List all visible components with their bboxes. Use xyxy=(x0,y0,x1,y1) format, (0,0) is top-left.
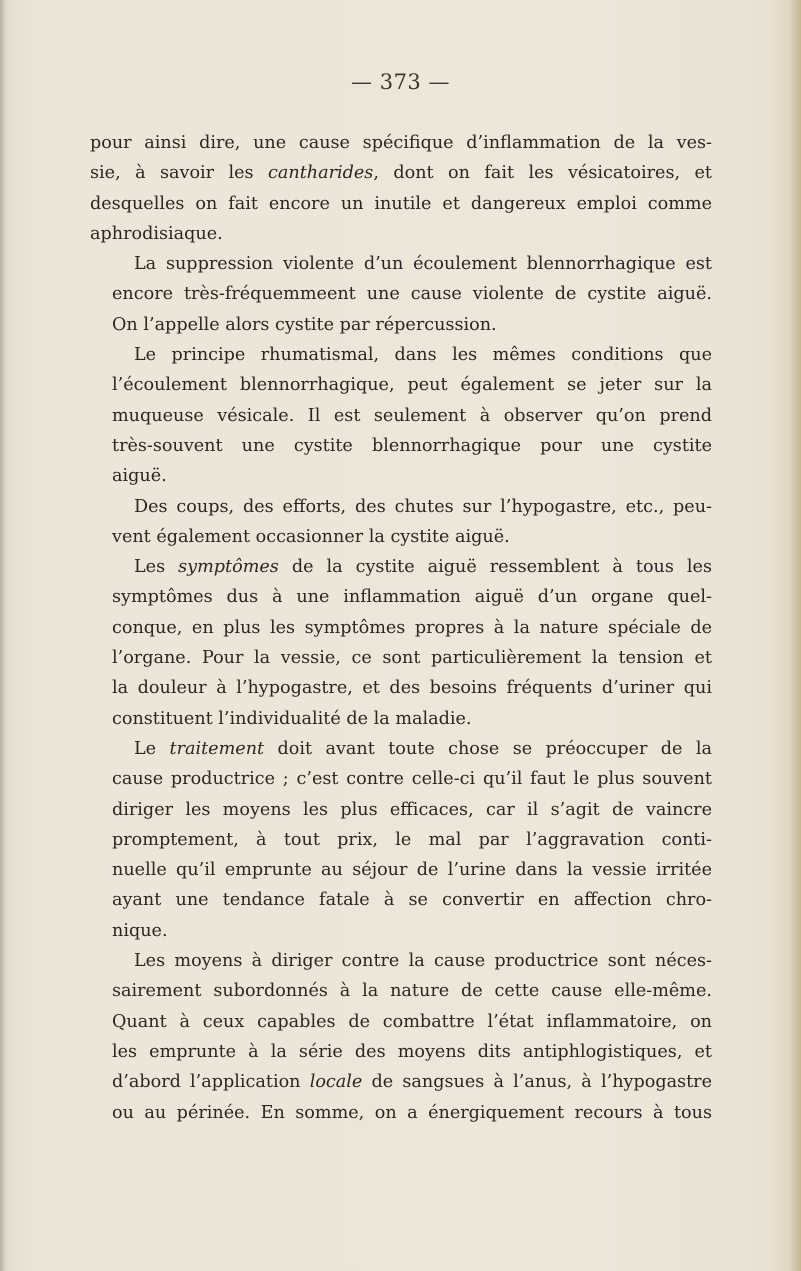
text-run: Le principe rhumatismal, dans les mêmes conditions que xyxy=(134,345,712,366)
text-run: diriger les moyens les plus efficaces, car il s’agit de vaincre xyxy=(112,799,712,820)
text-line xyxy=(90,1037,712,1067)
text-run: l’écoulement blennorrhagique, peut également se jeter sur la xyxy=(112,375,712,396)
text-line xyxy=(90,401,712,431)
text-run: La suppression violente d’un écoulement blennorrhagique est xyxy=(134,254,712,275)
text-run: , dont on fait les vésicatoires, et xyxy=(373,163,712,184)
text-run: de la cystite aiguë ressemblent à tous les xyxy=(278,557,712,578)
text-run: aphrodisiaque. xyxy=(90,223,223,244)
text-line xyxy=(90,613,712,643)
text-run: vent également occasionner la cystite aiguë. xyxy=(112,526,510,547)
text-run: promptement, à tout prix, le mal par l’aggravation conti- xyxy=(112,829,712,850)
text-line xyxy=(90,825,712,855)
text-run: pour ainsi dire, une cause spécifique d’inflammation de la ves- xyxy=(90,133,712,153)
text-line xyxy=(90,492,712,522)
text-run: Les moyens à diriger contre la cause productrice sont néces- xyxy=(134,951,712,972)
text-line xyxy=(90,431,712,461)
paragraph xyxy=(90,492,712,553)
text-line xyxy=(90,885,712,915)
emphasized-term: traitement xyxy=(169,738,265,759)
text-line xyxy=(90,219,712,249)
emphasized-term: locale xyxy=(309,1072,363,1093)
text-line xyxy=(90,855,712,885)
body-text xyxy=(90,128,712,1128)
text-run: constituent l’individualité de la maladie. xyxy=(112,708,472,729)
text-line xyxy=(90,673,712,703)
text-run: la douleur à l’hypogastre, et des besoins fréquents d’uriner qui xyxy=(112,678,712,699)
text-run: doit avant toute chose se préoccuper de la xyxy=(264,738,712,759)
text-run: cause productrice ; c’est contre celle-ci qu’il faut le plus souvent xyxy=(112,769,712,790)
text-line xyxy=(90,976,712,1006)
text-run: Le xyxy=(134,738,170,759)
text-line xyxy=(90,370,712,400)
emphasized-term: symptômes xyxy=(178,557,279,578)
text-run: conque, en plus les symptômes propres à la nature spéciale de xyxy=(112,617,712,638)
text-run: aiguë. xyxy=(112,466,167,487)
text-line xyxy=(90,128,712,158)
text-line xyxy=(90,1098,712,1128)
text-run: de sangsues à l’anus, à l’hypogastre xyxy=(362,1072,712,1093)
text-line xyxy=(90,643,712,673)
text-run: desquelles on fait encore un inutile et dangereux emploi comme xyxy=(90,193,712,214)
text-line xyxy=(90,279,712,309)
text-run: Quant à ceux capables de combattre l’état inflammatoire, on xyxy=(112,1011,712,1032)
emphasized-term: cantharides xyxy=(268,163,374,184)
text-run: d’abord l’application xyxy=(112,1072,310,1093)
text-line xyxy=(90,158,712,188)
text-line xyxy=(90,249,712,279)
text-run: On l’appelle alors cystite par répercussion. xyxy=(112,314,497,335)
text-line xyxy=(90,522,712,552)
text-run: nuelle qu’il emprunte au séjour de l’urine dans la vessie irritée xyxy=(112,860,712,881)
text-run: très-souvent une cystite blennorrhagique pour une cystite xyxy=(112,435,712,456)
paragraph xyxy=(90,946,712,1128)
page-number: — 373 — xyxy=(351,70,450,94)
text-run: sie, à savoir les xyxy=(90,163,269,184)
text-line xyxy=(90,310,712,340)
text-run: ou au périnée. En somme, on a énergiquement recours à tous xyxy=(112,1102,712,1123)
text-run: Des coups, des efforts, des chutes sur l’hypogastre, etc., peu- xyxy=(134,496,712,517)
text-run: muqueuse vésicale. Il est seulement à observer qu’on prend xyxy=(112,405,712,426)
text-line xyxy=(90,764,712,794)
paragraph xyxy=(90,552,712,734)
text-run: l’organe. Pour la vessie, ce sont particulièrement la tension et xyxy=(112,648,712,669)
text-line xyxy=(90,946,712,976)
text-run: sairement subordonnés à la nature de cette cause elle-même. xyxy=(112,981,712,1002)
paragraph xyxy=(90,734,712,946)
text-line xyxy=(90,340,712,370)
text-line xyxy=(90,461,712,491)
paragraph xyxy=(90,249,712,340)
text-run: nique. xyxy=(112,920,168,941)
text-line xyxy=(90,582,712,612)
text-run: encore très-fréquemmeent une cause violente de cystite aiguë. xyxy=(112,284,712,305)
text-run: les emprunte à la série des moyens dits antiphlogistiques, et xyxy=(112,1041,712,1062)
paragraph xyxy=(90,340,712,491)
paragraph xyxy=(90,128,712,249)
text-line xyxy=(90,734,712,764)
page-edge xyxy=(789,0,801,1271)
text-line xyxy=(90,916,712,946)
text-line xyxy=(90,552,712,582)
text-line xyxy=(90,1007,712,1037)
text-line xyxy=(90,1067,712,1097)
text-run: symptômes dus à une inflammation aiguë d’un organe quel- xyxy=(112,587,712,608)
text-line xyxy=(90,795,712,825)
text-run: Les xyxy=(134,557,179,578)
text-run: ayant une tendance fatale à se convertir en affection chro- xyxy=(112,890,712,911)
text-line xyxy=(90,189,712,219)
page-gutter-shadow xyxy=(0,0,6,1271)
text-line xyxy=(90,704,712,734)
